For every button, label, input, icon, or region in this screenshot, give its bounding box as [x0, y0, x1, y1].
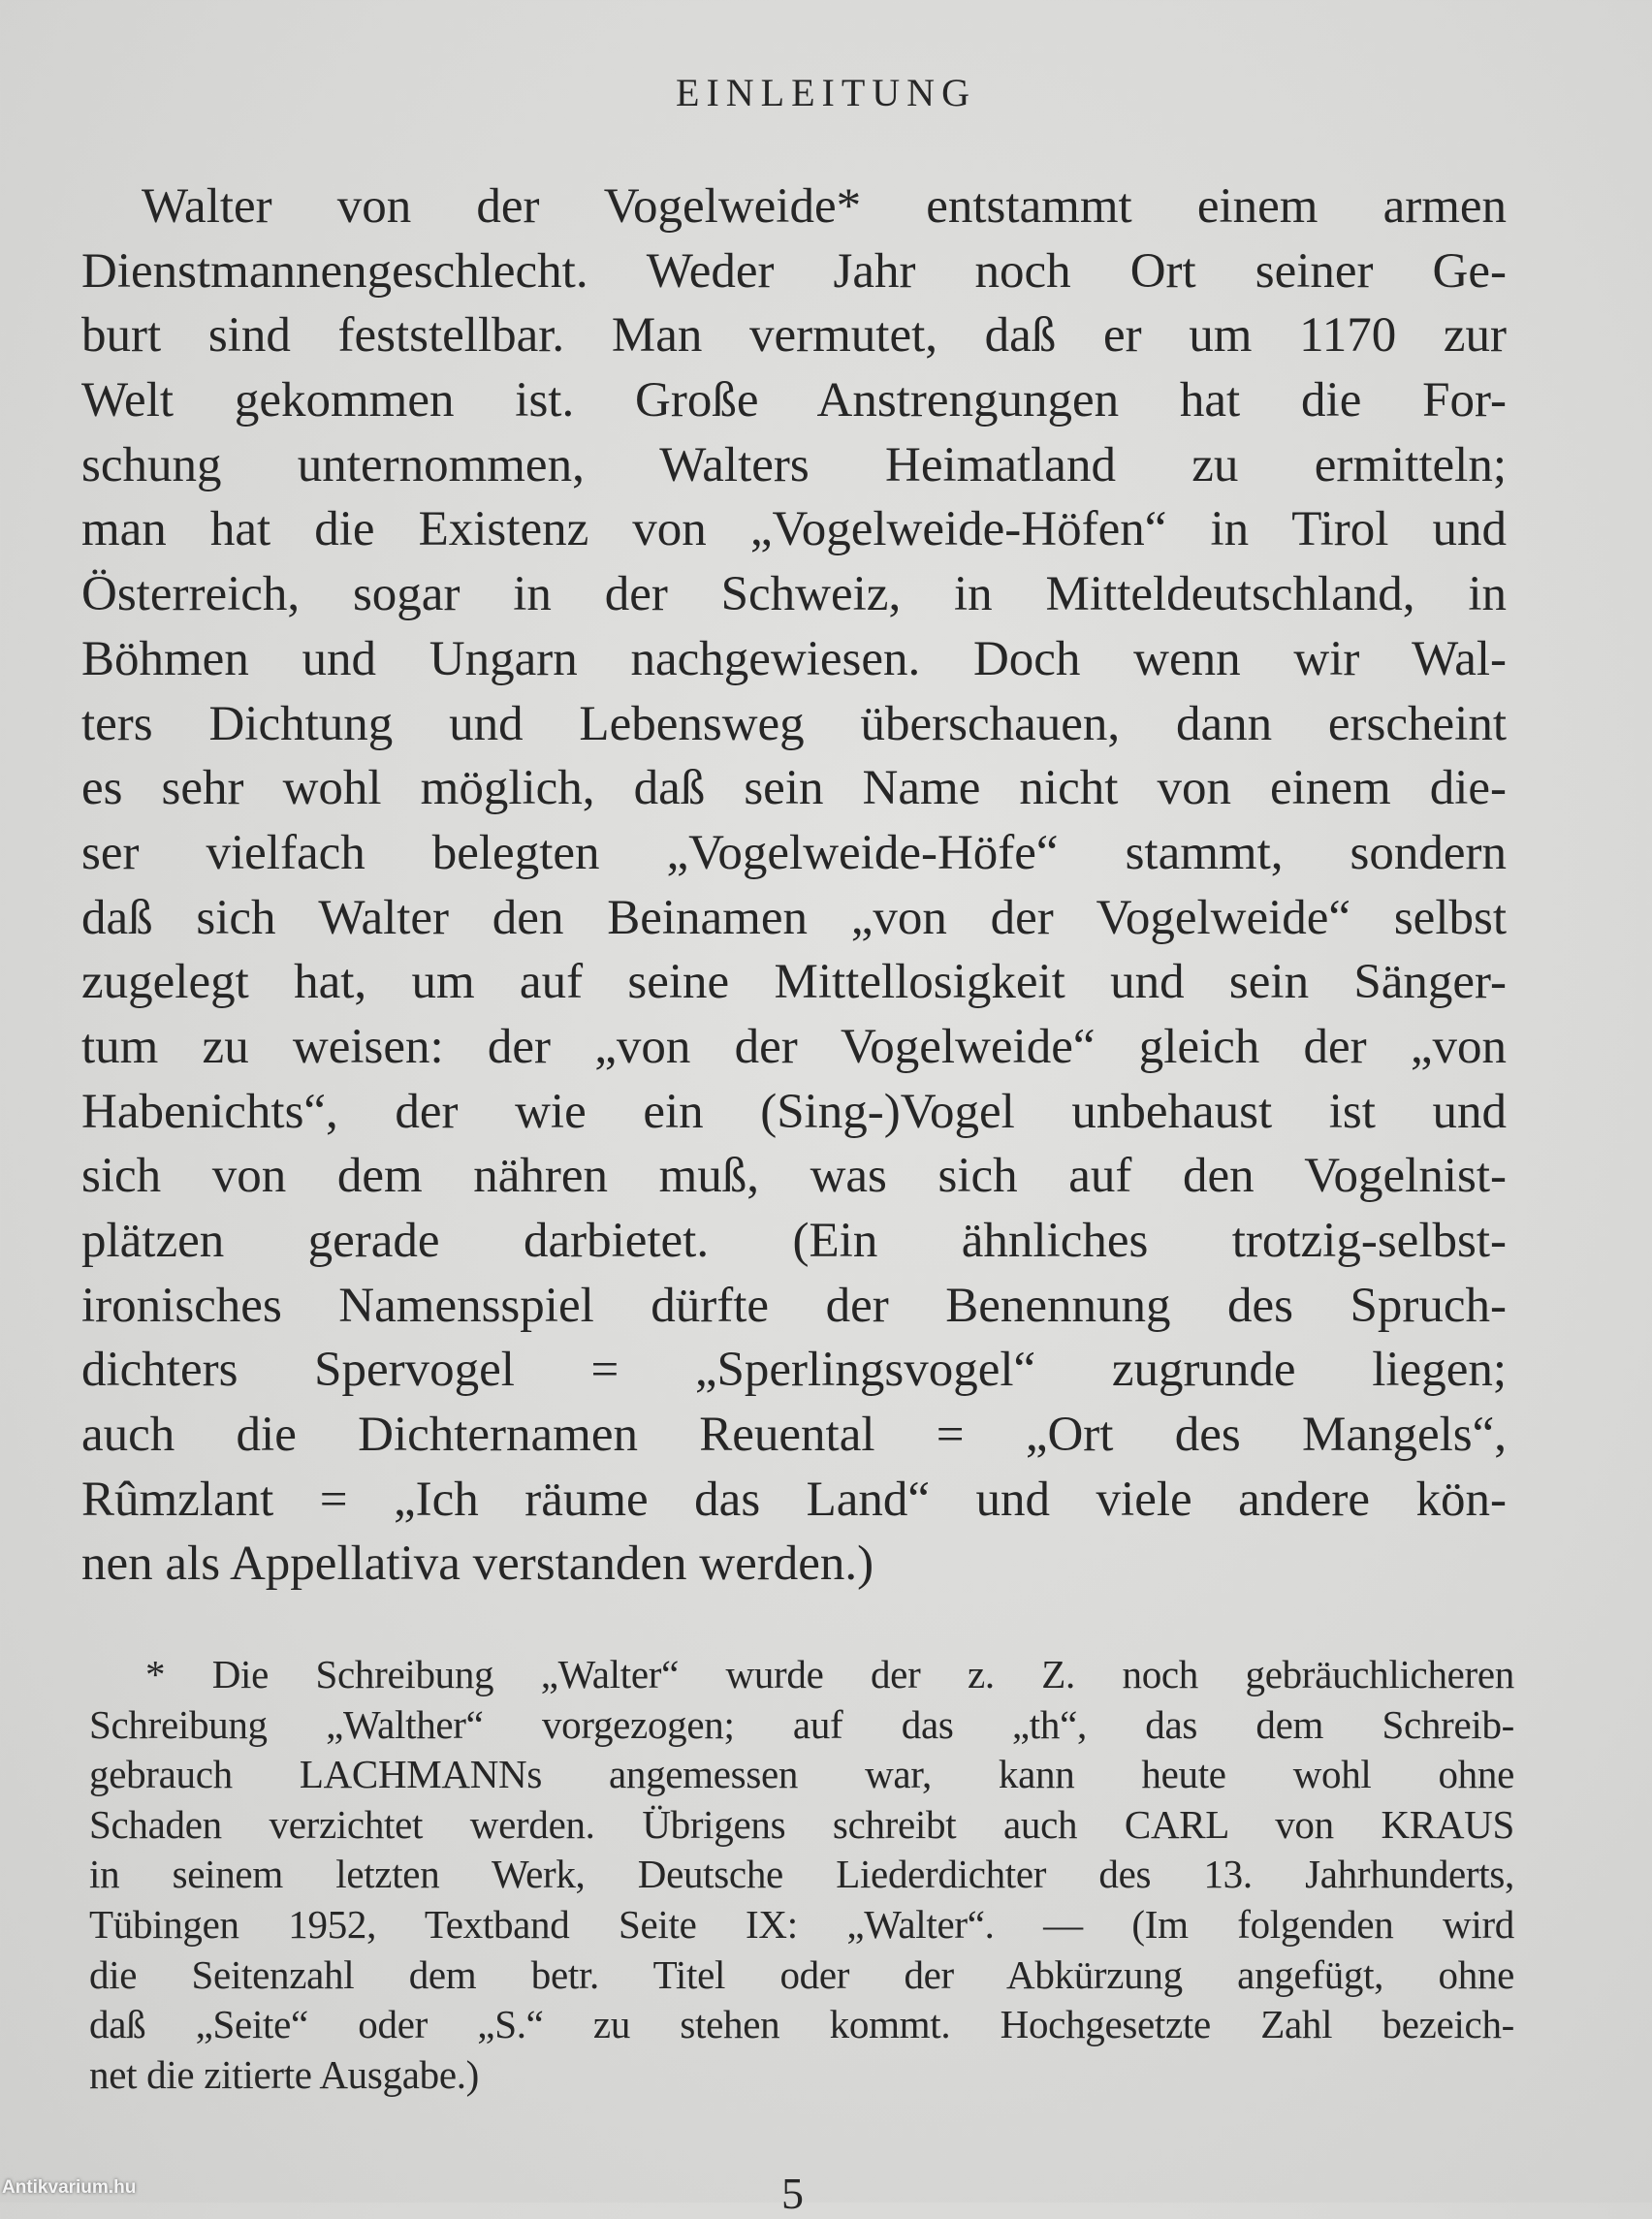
- body-line: ironisches Namensspiel dürfte der Benennung des Spruch-: [81, 1278, 1507, 1333]
- body-text: [81, 174, 1507, 1597]
- body-line: sich von dem nähren muß, was sich auf den Vogelnist-: [81, 1149, 1507, 1204]
- footnote-line: in seinem letzten Werk, Deutsche Liederdichter des 13. Jahrhunderts,: [89, 1852, 1514, 1897]
- body-line: tum zu weisen: der „von der Vogelweide“ gleich der „von: [81, 1019, 1507, 1074]
- body-line: ser vielfach belegten „Vogelweide-Höfe“ stammt, sondern: [81, 825, 1507, 880]
- body-line: Habenichts“, der wie ein (Sing-)Vogel unbehaust ist und: [81, 1084, 1507, 1139]
- body-line: zugelegt hat, um auf seine Mittellosigkeit und sein Sänger-: [81, 955, 1507, 1010]
- chapter-heading: EINLEITUNG: [676, 71, 976, 114]
- footnote-line: net die zitierte Ausgabe.): [89, 2051, 480, 2097]
- footnote-line: * Die Schreibung „Walter“ wurde der z. Z. noch gebräuchlicheren: [145, 1652, 1514, 1696]
- footnote-line: Tübingen 1952, Textband Seite IX: „Walter“. — (Im folgenden wird: [89, 1901, 1514, 1947]
- body-line: daß sich Walter den Beinamen „von der Vogelweide“ selbst: [81, 890, 1507, 945]
- body-line: burt sind feststellbar. Man vermutet, daß er um 1170 zur: [81, 308, 1507, 364]
- footnote-line: Schreibung „Walther“ vorgezogen; auf das „th“, das dem Schreib-: [89, 1701, 1514, 1747]
- footnote-line: die Seitenzahl dem betr. Titel oder der Abkürzung angefügt, ohne: [89, 1951, 1514, 1997]
- body-line: plätzen gerade darbietet. (Ein ähnliches trotzig-selbst-: [81, 1214, 1507, 1268]
- body-line: Walter von der Vogelweide* entstammt einem armen: [142, 179, 1507, 234]
- footnote-line: daß „Seite“ oder „S.“ zu stehen kommt. Hochgesetzte Zahl bezeich-: [89, 2002, 1514, 2047]
- body-line: Rûmzlant = „Ich räume das Land“ und viele andere kön-: [81, 1472, 1507, 1527]
- watermark: Antikvarium.hu: [2, 2177, 137, 2198]
- body-line: auch die Dichternamen Reuental = „Ort des Mangels“,: [81, 1408, 1507, 1463]
- footnote-line: Schaden verzichtet werden. Übrigens schreibt auch CARL von KRAUS: [89, 1801, 1514, 1847]
- body-line: Österreich, sogar in der Schweiz, in Mitteldeutschland, in: [81, 567, 1507, 622]
- page-number: 5: [781, 2169, 804, 2218]
- body-line: ters Dichtung und Lebensweg überschauen, dann erscheint: [81, 696, 1507, 751]
- body-line: nen als Appellativa verstanden werden.): [81, 1537, 874, 1592]
- body-line: Böhmen und Ungarn nachgewiesen. Doch wenn wir Wal-: [81, 631, 1507, 686]
- body-line: dichters Spervogel = „Sperlingsvogel“ zugrunde liegen;: [81, 1343, 1507, 1398]
- body-line: Dienstmannengeschlecht. Weder Jahr noch Ort seiner Ge-: [81, 243, 1507, 299]
- body-line: man hat die Existenz von „Vogelweide-Höfen“ in Tirol und: [81, 502, 1507, 557]
- body-line: schung unternommen, Walters Heimatland zu ermitteln;: [81, 437, 1507, 492]
- body-line: Welt gekommen ist. Große Anstrengungen hat die For-: [81, 373, 1507, 428]
- footnote: [89, 1650, 1514, 2100]
- footnote-line: gebrauch LACHMANNs angemessen war, kann heute wohl ohne: [89, 1752, 1514, 1797]
- body-line: es sehr wohl möglich, daß sein Name nicht von einem die-: [81, 761, 1507, 816]
